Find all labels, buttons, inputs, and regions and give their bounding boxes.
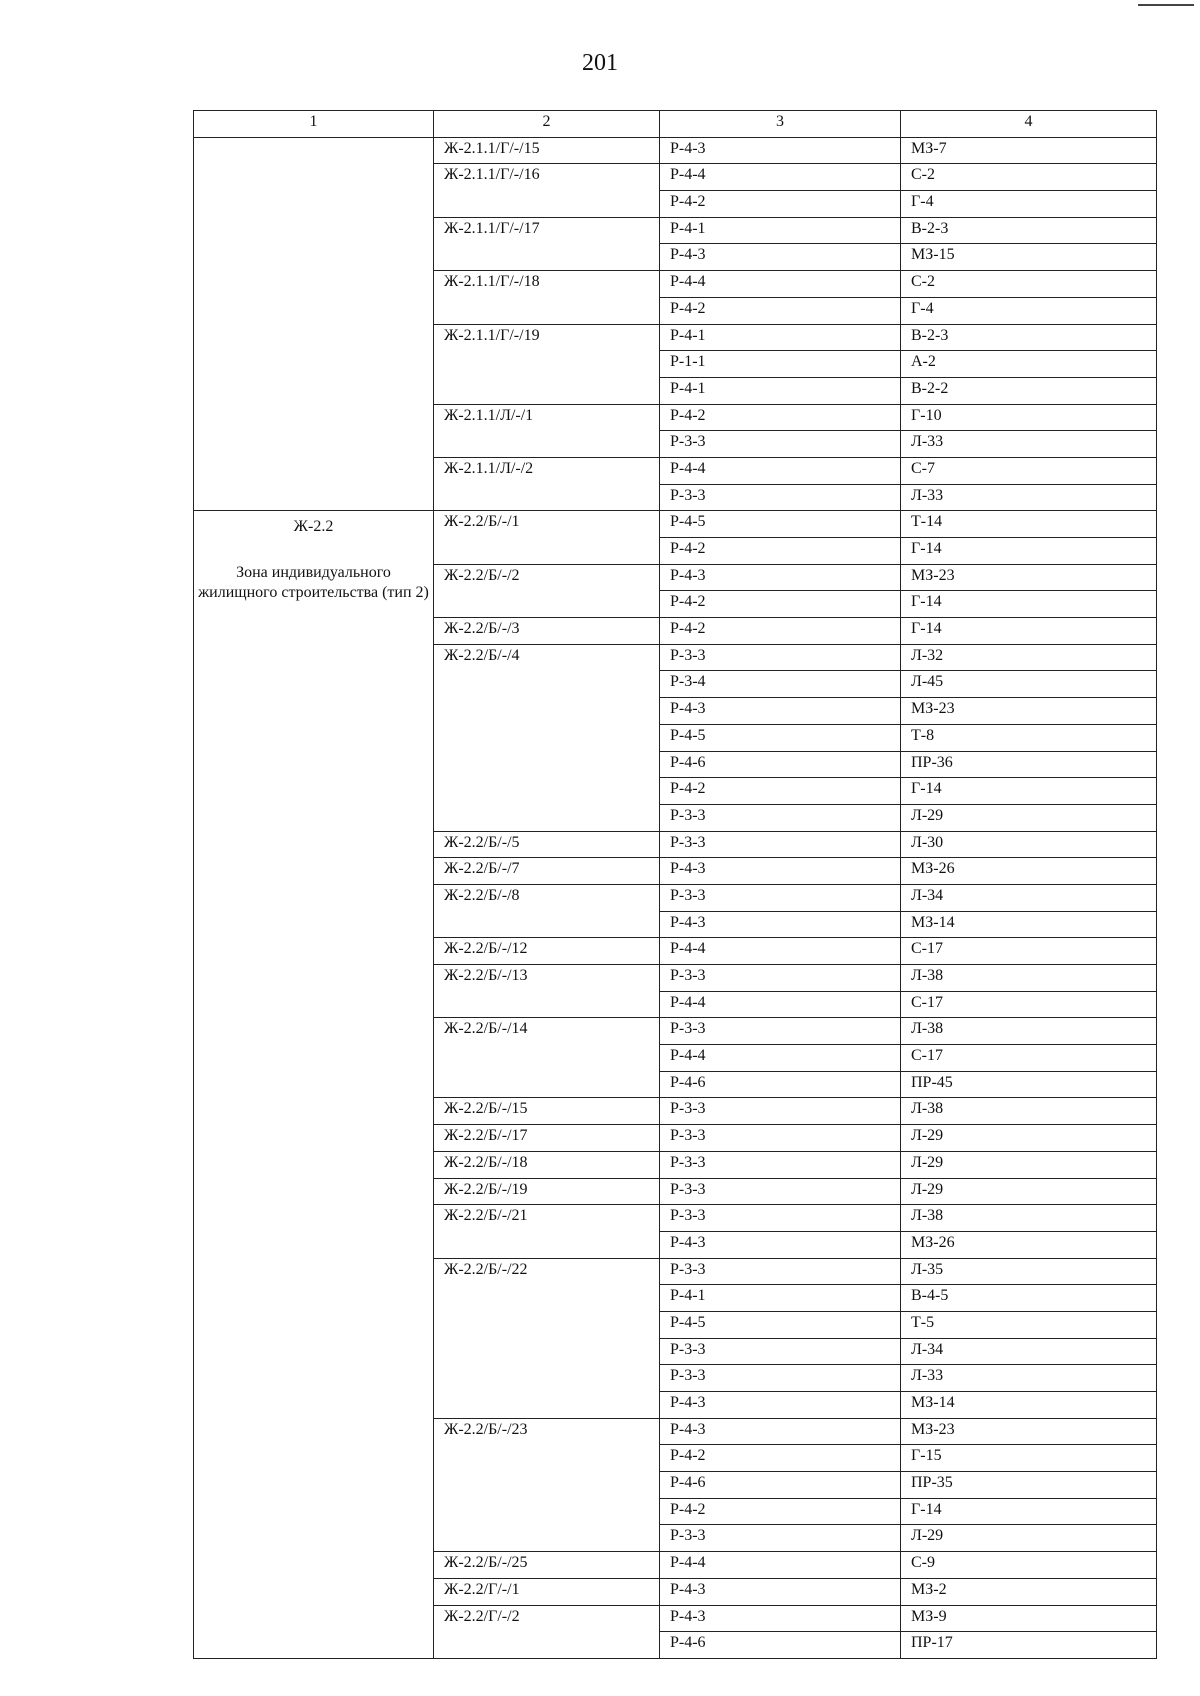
column-4-cell: МЗ-14 [901, 911, 1157, 938]
column-3-cell: Р-4-5 [660, 724, 901, 751]
column-4-cell: Л-33 [901, 431, 1157, 458]
column-4-cell: МЗ-14 [901, 1392, 1157, 1419]
column-3-cell: Р-4-1 [660, 217, 901, 244]
column-header: 2 [434, 111, 660, 138]
column-4-cell: А-2 [901, 351, 1157, 378]
column-header: 3 [660, 111, 901, 138]
column-4-cell: Г-10 [901, 404, 1157, 431]
column-4-cell: МЗ-26 [901, 1231, 1157, 1258]
subzone-code-cell: Ж-2.1.1/Л/-/1 [434, 404, 660, 457]
subzone-code-cell: Ж-2.2/Б/-/17 [434, 1125, 660, 1152]
column-3-cell: Р-3-3 [660, 804, 901, 831]
column-3-cell: Р-4-3 [660, 1231, 901, 1258]
column-4-cell: Т-14 [901, 511, 1157, 538]
column-4-cell: Л-38 [901, 965, 1157, 992]
column-3-cell: Р-3-3 [660, 1205, 901, 1232]
column-3-cell: Р-4-6 [660, 1472, 901, 1499]
column-3-cell: Р-3-3 [660, 884, 901, 911]
column-4-cell: В-2-3 [901, 217, 1157, 244]
page-number: 201 [582, 50, 618, 76]
column-3-cell: Р-4-2 [660, 191, 901, 218]
column-4-cell: Л-33 [901, 484, 1157, 511]
column-4-cell: С-17 [901, 1045, 1157, 1072]
column-4-cell: Л-38 [901, 1018, 1157, 1045]
column-4-cell: Л-32 [901, 644, 1157, 671]
column-4-cell: Л-29 [901, 1151, 1157, 1178]
column-3-cell: Р-4-3 [660, 137, 901, 164]
zone-name: Зона индивидуального жилищного строительства (тип 2) [198, 564, 429, 602]
column-4-cell: Г-14 [901, 538, 1157, 565]
subzone-code-cell: Ж-2.2/Г/-/2 [434, 1605, 660, 1658]
subzone-code-cell: Ж-2.2/Б/-/23 [434, 1418, 660, 1551]
column-3-cell: Р-4-3 [660, 1578, 901, 1605]
column-4-cell: Л-38 [901, 1205, 1157, 1232]
column-3-cell: Р-3-3 [660, 1178, 901, 1205]
column-4-cell: МЗ-23 [901, 1418, 1157, 1445]
column-3-cell: Р-4-5 [660, 511, 901, 538]
zone-code: Ж-2.2 [293, 518, 334, 536]
column-4-cell: С-7 [901, 457, 1157, 484]
column-3-cell: Р-4-2 [660, 538, 901, 565]
column-3-cell: Р-3-3 [660, 1525, 901, 1552]
subzone-code-cell: Ж-2.2/Б/-/13 [434, 965, 660, 1018]
column-3-cell: Р-3-3 [660, 1018, 901, 1045]
column-4-cell: ПР-17 [901, 1632, 1157, 1659]
subzone-code-cell: Ж-2.2/Б/-/15 [434, 1098, 660, 1125]
column-4-cell: Т-5 [901, 1311, 1157, 1338]
subzone-code-cell: Ж-2.1.1/Г/-/15 [434, 137, 660, 164]
subzone-code-cell: Ж-2.2/Б/-/12 [434, 938, 660, 965]
column-3-cell: Р-3-4 [660, 671, 901, 698]
column-3-cell: Р-4-5 [660, 1311, 901, 1338]
column-4-cell: МЗ-9 [901, 1605, 1157, 1632]
column-4-cell: Л-45 [901, 671, 1157, 698]
table-row [194, 137, 1157, 164]
column-4-cell: Г-4 [901, 191, 1157, 218]
column-4-cell: В-2-3 [901, 324, 1157, 351]
subzone-code-cell: Ж-2.1.1/Г/-/18 [434, 271, 660, 324]
subzone-code-cell: Ж-2.2/Б/-/8 [434, 884, 660, 937]
column-4-cell: Л-29 [901, 1178, 1157, 1205]
subzone-code-cell: Ж-2.2/Б/-/19 [434, 1178, 660, 1205]
column-3-cell: Р-4-6 [660, 751, 901, 778]
column-3-cell: Р-1-1 [660, 351, 901, 378]
column-4-cell: МЗ-2 [901, 1578, 1157, 1605]
column-3-cell: Р-4-3 [660, 1418, 901, 1445]
column-3-cell: Р-4-3 [660, 564, 901, 591]
column-3-cell: Р-4-2 [660, 297, 901, 324]
zoning-table [193, 110, 1157, 1659]
subzone-code-cell: Ж-2.2/Б/-/3 [434, 618, 660, 645]
column-3-cell: Р-4-4 [660, 1552, 901, 1579]
subzone-code-cell: Ж-2.2/Б/-/4 [434, 644, 660, 831]
column-4-cell: Л-34 [901, 884, 1157, 911]
column-4-cell: С-17 [901, 991, 1157, 1018]
column-4-cell: С-9 [901, 1552, 1157, 1579]
column-3-cell: Р-3-3 [660, 1338, 901, 1365]
zone-cell [194, 511, 434, 1659]
column-3-cell: Р-3-3 [660, 1258, 901, 1285]
column-4-cell: Л-29 [901, 1525, 1157, 1552]
column-3-cell: Р-4-2 [660, 1498, 901, 1525]
column-3-cell: Р-4-4 [660, 271, 901, 298]
subzone-code-cell: Ж-2.2/Б/-/1 [434, 511, 660, 564]
column-3-cell: Р-4-3 [660, 911, 901, 938]
column-4-cell: ПР-36 [901, 751, 1157, 778]
column-3-cell: Р-3-3 [660, 644, 901, 671]
column-4-cell: Г-4 [901, 297, 1157, 324]
table-row [194, 511, 1157, 538]
subzone-code-cell: Ж-2.2/Б/-/22 [434, 1258, 660, 1418]
subzone-code-cell: Ж-2.1.1/Г/-/17 [434, 217, 660, 270]
subzone-code-cell: Ж-2.1.1/Л/-/2 [434, 457, 660, 510]
column-3-cell: Р-3-3 [660, 831, 901, 858]
column-4-cell: МЗ-23 [901, 564, 1157, 591]
column-4-cell: Л-29 [901, 1125, 1157, 1152]
column-3-cell: Р-3-3 [660, 1365, 901, 1392]
column-4-cell: Г-14 [901, 618, 1157, 645]
column-4-cell: С-17 [901, 938, 1157, 965]
column-3-cell: Р-4-4 [660, 938, 901, 965]
column-4-cell: Г-14 [901, 591, 1157, 618]
column-4-cell: Л-34 [901, 1338, 1157, 1365]
subzone-code-cell: Ж-2.1.1/Г/-/16 [434, 164, 660, 217]
column-3-cell: Р-3-3 [660, 965, 901, 992]
zone-cell [194, 137, 434, 511]
column-3-cell: Р-3-3 [660, 1151, 901, 1178]
column-3-cell: Р-4-3 [660, 698, 901, 725]
column-3-cell: Р-3-3 [660, 484, 901, 511]
table-body [194, 137, 1157, 1658]
column-4-cell: С-2 [901, 164, 1157, 191]
column-3-cell: Р-4-3 [660, 858, 901, 885]
column-4-cell: В-2-2 [901, 377, 1157, 404]
column-3-cell: Р-4-2 [660, 1445, 901, 1472]
subzone-code-cell: Ж-2.2/Г/-/1 [434, 1578, 660, 1605]
column-3-cell: Р-4-2 [660, 404, 901, 431]
column-3-cell: Р-4-4 [660, 1045, 901, 1072]
column-3-cell: Р-4-4 [660, 164, 901, 191]
column-3-cell: Р-4-1 [660, 324, 901, 351]
column-4-cell: Т-8 [901, 724, 1157, 751]
column-3-cell: Р-4-1 [660, 1285, 901, 1312]
column-4-cell: МЗ-26 [901, 858, 1157, 885]
column-4-cell: Г-14 [901, 1498, 1157, 1525]
column-4-cell: С-2 [901, 271, 1157, 298]
column-4-cell: ПР-35 [901, 1472, 1157, 1499]
column-3-cell: Р-4-1 [660, 377, 901, 404]
column-3-cell: Р-4-2 [660, 591, 901, 618]
subzone-code-cell: Ж-2.1.1/Г/-/19 [434, 324, 660, 404]
column-4-cell: МЗ-15 [901, 244, 1157, 271]
column-4-cell: Л-29 [901, 804, 1157, 831]
column-4-cell: Л-35 [901, 1258, 1157, 1285]
column-3-cell: Р-4-2 [660, 618, 901, 645]
column-4-cell: Л-33 [901, 1365, 1157, 1392]
subzone-code-cell: Ж-2.2/Б/-/14 [434, 1018, 660, 1098]
column-4-cell: Л-30 [901, 831, 1157, 858]
column-3-cell: Р-4-3 [660, 244, 901, 271]
column-3-cell: Р-3-3 [660, 1098, 901, 1125]
column-4-cell: МЗ-23 [901, 698, 1157, 725]
column-3-cell: Р-4-6 [660, 1632, 901, 1659]
header-row [194, 111, 1157, 138]
subzone-code-cell: Ж-2.2/Б/-/5 [434, 831, 660, 858]
column-4-cell: В-4-5 [901, 1285, 1157, 1312]
column-3-cell: Р-3-3 [660, 1125, 901, 1152]
column-4-cell: МЗ-7 [901, 137, 1157, 164]
column-3-cell: Р-4-4 [660, 457, 901, 484]
column-3-cell: Р-4-3 [660, 1605, 901, 1632]
column-4-cell: Л-38 [901, 1098, 1157, 1125]
column-3-cell: Р-4-4 [660, 991, 901, 1018]
column-header: 4 [901, 111, 1157, 138]
subzone-code-cell: Ж-2.2/Б/-/25 [434, 1552, 660, 1579]
top-edge-line [1138, 4, 1194, 6]
column-3-cell: Р-3-3 [660, 431, 901, 458]
column-3-cell: Р-4-3 [660, 1392, 901, 1419]
subzone-code-cell: Ж-2.2/Б/-/21 [434, 1205, 660, 1258]
column-4-cell: ПР-45 [901, 1071, 1157, 1098]
column-3-cell: Р-4-2 [660, 778, 901, 805]
column-4-cell: Г-14 [901, 778, 1157, 805]
column-3-cell: Р-4-6 [660, 1071, 901, 1098]
column-header: 1 [194, 111, 434, 138]
subzone-code-cell: Ж-2.2/Б/-/18 [434, 1151, 660, 1178]
column-4-cell: Г-15 [901, 1445, 1157, 1472]
subzone-code-cell: Ж-2.2/Б/-/7 [434, 858, 660, 885]
subzone-code-cell: Ж-2.2/Б/-/2 [434, 564, 660, 617]
